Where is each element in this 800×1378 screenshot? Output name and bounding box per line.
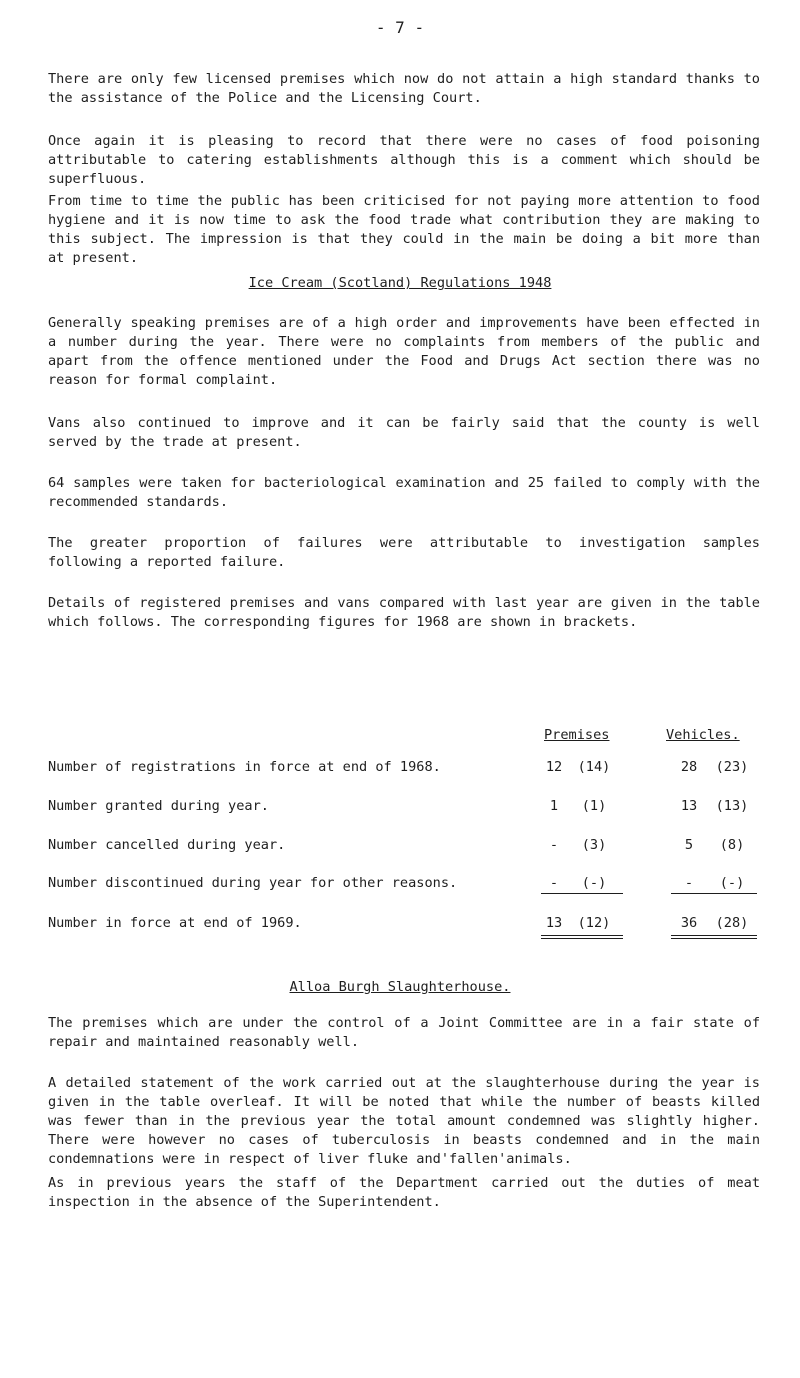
- row-label: Number granted during year.: [48, 798, 269, 814]
- premises-previous-value: (-): [581, 875, 607, 891]
- table-row: [48, 797, 778, 817]
- table-row: [48, 874, 778, 894]
- premises-previous-value: (3): [581, 837, 607, 853]
- row-label: Number of registrations in force at end of 1968.: [48, 759, 441, 775]
- premises-value: 12: [545, 759, 563, 775]
- vehicles-value: 28: [680, 759, 698, 775]
- column-header-vehicles: Vehicles.: [666, 727, 740, 743]
- table-row: [48, 758, 778, 778]
- page-number: - 7 -: [375, 18, 425, 37]
- vehicles-value: -: [684, 875, 694, 891]
- paragraph-staff-inspection: As in previous years the staff of the Department carried out the duties of meat inspection in the absence of the Superintendent.: [48, 1175, 760, 1210]
- vehicles-value: 13: [680, 798, 698, 814]
- paragraph-premises-standard: Generally speaking premises are of a high order and improvements have been effected in a number during the year. There were no complaints from members of the public and apart from the offence mentioned under the Food and Drugs Act section there was no reason for formal complaint.: [48, 315, 760, 388]
- premises-value: 1: [549, 798, 559, 814]
- paragraph-failures: The greater proportion of failures were attributable to investigation samples following a reported failure.: [48, 535, 760, 570]
- paragraph-detailed-statement: A detailed statement of the work carried out at the slaughterhouse during the year is given in the table overleaf. It will be noted that while the number of beasts killed was fewer than in the previous year the total amount condemned was slightly higher. There were however no cases of tuberculosis in beasts condemned and in the main condemnations were in respect of liver fluke and'fallen'animals.: [48, 1075, 760, 1167]
- paragraph-licensed-premises: There are only few licensed premises which now do not attain a high standard thanks to the assistance of the Police and the Licensing Court.: [48, 71, 760, 106]
- heading-alloa-slaughterhouse: Alloa Burgh Slaughterhouse.: [289, 979, 511, 995]
- vehicles-double-rule: [671, 938, 757, 939]
- row-label: Number discontinued during year for other reasons.: [48, 875, 458, 891]
- premises-value: -: [549, 875, 559, 891]
- premises-double-rule: [541, 935, 623, 936]
- vehicles-previous-value: (28): [715, 915, 749, 931]
- table-header: [544, 726, 774, 746]
- paragraph-samples: 64 samples were taken for bacteriological examination and 25 failed to comply with the recommended standards.: [48, 475, 760, 510]
- vehicles-previous-value: (13): [715, 798, 749, 814]
- vehicles-total-rule: [671, 893, 757, 894]
- vehicles-value: 36: [680, 915, 698, 931]
- premises-value: 13: [545, 915, 563, 931]
- premises-double-rule: [541, 938, 623, 939]
- heading-ice-cream-regulations: Ice Cream (Scotland) Regulations 1948: [248, 275, 552, 291]
- paragraph-details-intro: Details of registered premises and vans compared with last year are given in the table which follows. The corresponding figures for 1968 are shown in brackets.: [48, 595, 760, 630]
- paragraph-food-poisoning: Once again it is pleasing to record that there were no cases of food poisoning attributable to catering establishments although this is a comment which should be superfluous.: [48, 133, 760, 187]
- table-row: [48, 836, 778, 856]
- vehicles-previous-value: (-): [719, 875, 745, 891]
- column-header-premises: Premises: [544, 727, 610, 743]
- paragraph-food-hygiene: From time to time the public has been criticised for not paying more attention to food hygiene and it is now time to ask the food trade what contribution they are making to this subject. The impression is that they could in the main be doing a bit more than at present.: [48, 193, 760, 266]
- paragraph-vans: Vans also continued to improve and it can be fairly said that the county is well served by the trade at present.: [48, 415, 760, 450]
- table-row: [48, 914, 778, 934]
- vehicles-previous-value: (23): [715, 759, 749, 775]
- paragraph-premises-control: The premises which are under the control of a Joint Committee are in a fair state of repair and maintained reasonably well.: [48, 1015, 760, 1050]
- premises-value: -: [549, 837, 559, 853]
- premises-previous-value: (1): [581, 798, 607, 814]
- vehicles-previous-value: (8): [719, 837, 745, 853]
- premises-previous-value: (12): [577, 915, 611, 931]
- row-label: Number in force at end of 1969.: [48, 915, 302, 931]
- premises-total-rule: [541, 893, 623, 894]
- row-label: Number cancelled during year.: [48, 837, 286, 853]
- premises-previous-value: (14): [577, 759, 611, 775]
- vehicles-double-rule: [671, 935, 757, 936]
- vehicles-value: 5: [684, 837, 694, 853]
